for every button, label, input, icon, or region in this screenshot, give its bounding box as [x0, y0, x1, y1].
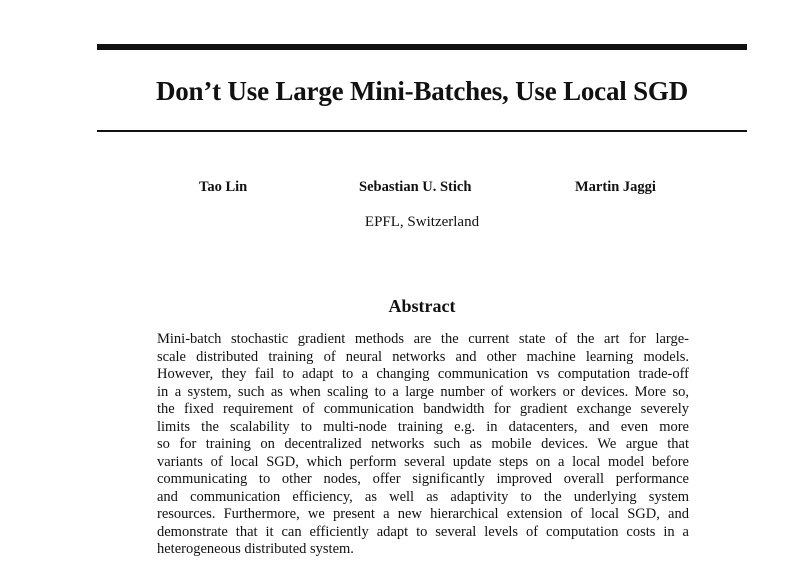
abstract-line: and communication efficiency, as well as adaptivity to the underlying system	[157, 488, 689, 505]
abstract-line: limits the scalability to multi-node training e.g. in datacenters, and even more	[157, 418, 689, 435]
abstract-line: the fixed requirement of communication bandwidth for gradient exchange severely	[157, 401, 689, 417]
abstract-line: heterogeneous distributed system.	[157, 541, 354, 557]
author-name: Martin Jaggi	[575, 179, 656, 195]
abstract-line: resources. Furthermore, we present a new hierarchical extension of local SGD, and	[157, 506, 689, 522]
abstract-line: so for training on decentralized networks such as mobile devices. We argue that	[157, 436, 689, 452]
abstract-line: in a system, such as when scaling to a large number of workers or devices. More so,	[157, 383, 689, 400]
abstract-heading: Abstract	[388, 296, 456, 316]
author-name: Tao Lin	[199, 179, 248, 195]
author-affiliation: EPFL, Switzerland	[364, 214, 480, 230]
abstract-line: Mini-batch stochastic gradient methods are the current state of the art for large-	[157, 331, 689, 347]
abstract-line: However, they fail to adapt to a changing communication vs computation trade-off	[157, 366, 689, 382]
title-bottom-rule	[97, 130, 747, 132]
paper-title: Don’t Use Large Mini-Batches, Use Local SGD	[155, 76, 689, 106]
abstract-body	[157, 331, 689, 559]
abstract-line: communicating to other nodes, offer significantly improved overall performance	[157, 471, 689, 487]
title-top-rule	[97, 44, 747, 50]
abstract-line: demonstrate that it can efficiently adapt to several levels of computation costs in a	[157, 523, 689, 540]
abstract-line: variants of local SGD, which perform several update steps on a local model before	[157, 453, 689, 470]
author-name: Sebastian U. Stich	[359, 179, 472, 195]
abstract-line: scale distributed training of neural networks and other machine learning models.	[157, 348, 689, 365]
